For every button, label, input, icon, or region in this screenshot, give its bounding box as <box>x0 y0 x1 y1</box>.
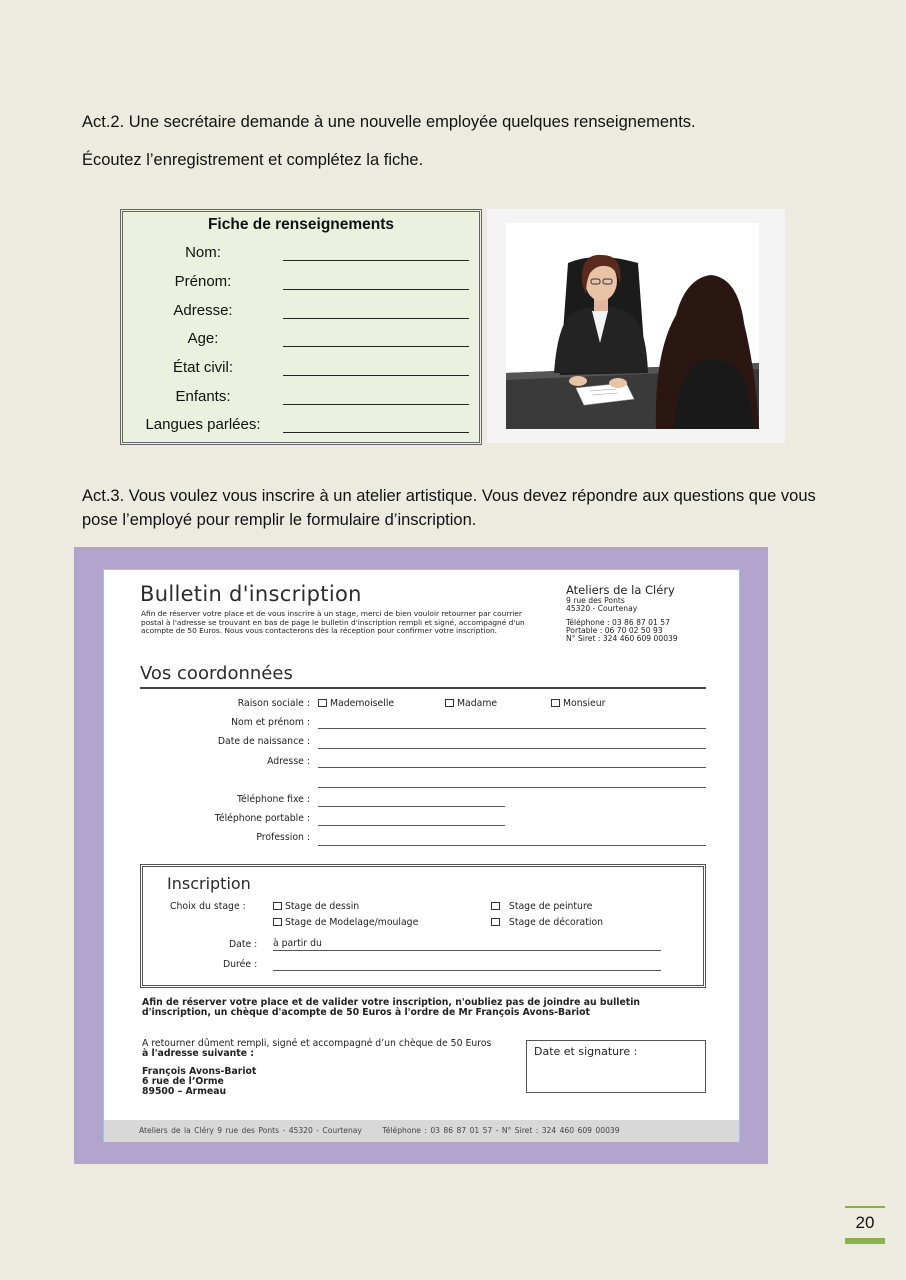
bulletin-form <box>103 569 740 1142</box>
address-street: 6 rue de l’Orme <box>142 1075 224 1087</box>
fiche-row-age <box>123 330 479 352</box>
profession-label: Profession : <box>256 832 310 843</box>
stage-modelage-option[interactable]: Stage de Modelage/moulage <box>273 917 418 928</box>
fiche-blank-line[interactable] <box>283 388 469 405</box>
fiche-row-langues <box>123 416 479 438</box>
return-text: A retourner dûment rempli, signé et accompagné d’un chèque de 50 Euros <box>142 1038 492 1049</box>
return-bold: à l'adresse suivante : <box>142 1047 254 1059</box>
nom-prenom-label: Nom et prénom : <box>231 717 310 728</box>
tel-portable-label: Téléphone portable : <box>214 813 310 824</box>
date-line[interactable] <box>273 950 661 951</box>
checkbox-icon[interactable] <box>318 699 327 707</box>
checkbox-icon[interactable] <box>445 699 454 707</box>
checkbox-icon[interactable] <box>273 902 282 910</box>
return-instructions <box>142 1039 492 1059</box>
bulletin-title: Bulletin d'inscription <box>140 582 362 606</box>
photo-frame <box>487 209 785 443</box>
choix-stage-label: Choix du stage : <box>170 901 246 912</box>
adresse-line-2[interactable] <box>318 787 706 788</box>
fiche-label: État civil: <box>172 359 233 376</box>
org-phone: Téléphone : 03 86 87 01 57 <box>566 617 670 627</box>
fiche-label: Adresse: <box>173 302 233 319</box>
date-label: Date : <box>229 939 258 950</box>
fiche-renseignements <box>120 209 482 445</box>
fiche-blank-line[interactable] <box>283 244 469 261</box>
option-madame[interactable]: Madame <box>445 698 497 709</box>
footer-right: Téléphone : 03 86 87 01 57 - N° Siret : 324 460 609 00039 <box>382 1126 620 1135</box>
fiche-blank-line[interactable] <box>283 302 469 319</box>
bulletin-frame <box>74 547 768 1164</box>
footer-left: Ateliers de la Cléry 9 rue des Ponts - 45320 - Courtenay <box>139 1126 362 1135</box>
org-siret: N° Siret : 324 460 609 00039 <box>566 634 678 644</box>
fiche-title: Fiche de renseignements <box>207 216 395 233</box>
adresse-label: Adresse : <box>267 756 310 767</box>
naissance-label: Date de naissance : <box>217 736 310 747</box>
duree-line[interactable] <box>273 970 661 971</box>
inscription-box <box>140 864 706 988</box>
act3-instruction: Act.3. Vous voulez vous inscrire à un atelier artistique. Vous devez répondre aux questions que vous pose l’employé pour remplir le formulaire d’inscription. <box>82 487 816 529</box>
acompte-notice: Afin de réserver votre place et de valider votre inscription, n'oubliez pas de joindre au bulletin d'inscription, un chèque d'acompte de 50 Euros à l'ordre de Mr François Avons-Bariot <box>142 997 641 1018</box>
page-number: 20 <box>845 1206 885 1244</box>
fiche-row-adresse <box>123 302 479 324</box>
tel-fixe-line[interactable] <box>318 806 505 807</box>
tel-portable-line[interactable] <box>318 825 505 826</box>
fiche-row-etat-civil <box>123 359 479 381</box>
stage-dessin-option[interactable]: Stage de dessin <box>273 901 359 912</box>
raison-sociale-label: Raison sociale : <box>237 698 310 709</box>
address-name: François Avons-Bariot <box>142 1066 257 1077</box>
bulletin-footer <box>104 1120 739 1142</box>
stage-peinture-option[interactable]: Stage de peinture <box>491 901 592 912</box>
interview-illustration <box>506 223 759 429</box>
tel-fixe-label: Téléphone fixe : <box>236 794 310 805</box>
bulletin-organization <box>566 584 678 643</box>
fiche-blank-line[interactable] <box>283 416 469 433</box>
fiche-label: Nom: <box>185 244 221 261</box>
date-value: à partir du <box>273 938 322 949</box>
option-monsieur[interactable]: Monsieur <box>551 698 605 709</box>
org-street: 9 rue des Ponts <box>566 596 625 605</box>
checkbox-icon[interactable] <box>273 918 282 926</box>
fiche-label: Prénom: <box>174 273 232 290</box>
return-address <box>142 1067 256 1096</box>
interview-photo <box>506 223 759 429</box>
nom-prenom-line[interactable] <box>318 728 706 729</box>
coordonnees-title: Vos coordonnées <box>140 663 293 684</box>
checkbox-icon[interactable] <box>491 902 500 910</box>
org-city: 45320 - Courtenay <box>566 604 638 614</box>
fiche-blank-line[interactable] <box>283 359 469 376</box>
fiche-blank-line[interactable] <box>283 273 469 290</box>
act2-instruction: Act.2. Une secrétaire demande à une nouvelle employée quelques renseignements. <box>82 113 696 131</box>
fiche-label: Langues parlées: <box>145 416 261 433</box>
bulletin-intro: Afin de réserver votre place et de vous inscrire à un stage, merci de bien vouloir retourner par courrier postal à l'adresse se trouvant en bas de page le bulletin d'inscription rempli et signé, accompagné d'un acompte de 50 Euros. Nous vous contacterons dès la réception pour confirmer votre inscription. <box>141 609 525 636</box>
adresse-line-1[interactable] <box>318 767 706 768</box>
profession-line[interactable] <box>318 845 706 846</box>
inscription-title: Inscription <box>167 874 251 893</box>
org-mobile: Portable : 06 70 02 50 93 <box>566 625 663 635</box>
fiche-label: Enfants: <box>175 388 231 405</box>
fiche-row-enfants <box>123 388 479 410</box>
checkbox-icon[interactable] <box>551 699 560 707</box>
option-mademoiselle[interactable]: Mademoiselle <box>318 698 394 709</box>
act2-sub-instruction: Écoutez l’enregistrement et complétez la fiche. <box>82 151 424 169</box>
section-divider <box>140 687 706 689</box>
org-name: Ateliers de la Cléry <box>566 583 675 597</box>
duree-label: Durée : <box>223 959 258 970</box>
stage-decoration-option[interactable]: Stage de décoration <box>491 917 603 928</box>
checkbox-icon[interactable] <box>491 918 500 926</box>
fiche-row-prenom <box>123 273 479 295</box>
fiche-label: Age: <box>187 330 219 347</box>
fiche-row-nom <box>123 244 479 266</box>
signature-label: Date et signature : <box>534 1045 638 1058</box>
fiche-blank-line[interactable] <box>283 330 469 347</box>
naissance-line[interactable] <box>318 748 706 749</box>
signature-box[interactable] <box>526 1040 706 1093</box>
address-city: 89500 – Armeau <box>142 1085 227 1097</box>
